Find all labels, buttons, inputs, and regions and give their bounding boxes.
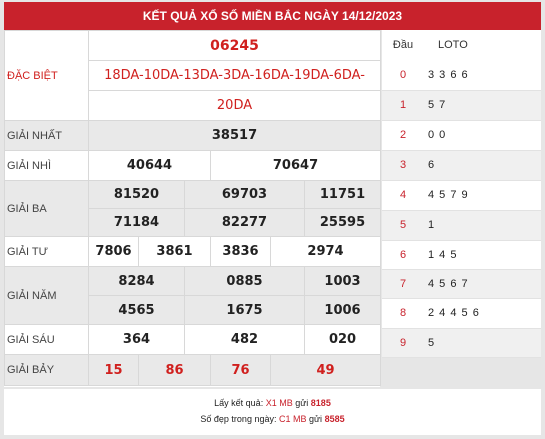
loto-table	[382, 30, 541, 358]
third-prize-number: 11751	[305, 181, 381, 209]
loto-head-digit: 9	[382, 328, 424, 357]
sms-result-code[interactable]: X1 MB	[265, 398, 293, 408]
loto-head-digit: 4	[382, 180, 424, 210]
loto-head-digit: 0	[382, 60, 424, 90]
loto-head-digit: 2	[382, 120, 424, 150]
loto-values: 3 3 6 6	[424, 60, 541, 90]
loto-values: 4 5 6 7	[424, 269, 541, 298]
sms-result-number[interactable]: 8185	[310, 398, 331, 408]
fifth-prize-number: 1003	[305, 267, 381, 296]
third-prize-number: 81520	[89, 181, 185, 209]
prize-label-second: GIẢI NHÌ	[5, 151, 89, 181]
first-prize-number: 38517	[89, 121, 381, 151]
loto-values: 2 4 4 5 6	[424, 298, 541, 328]
loto-head-digit: 8	[382, 298, 424, 328]
loto-head-digit: 6	[382, 240, 424, 269]
loto-panel	[382, 30, 541, 357]
special-prize-codes-line2: 20DA	[89, 91, 381, 121]
fifth-prize-number: 1675	[185, 296, 305, 325]
loto-head-digit: 1	[382, 90, 424, 120]
sms-lucky-number[interactable]: 8585	[324, 414, 345, 424]
prize-label-seventh: GIẢI BẢY	[5, 355, 89, 386]
seventh-prize-number: 86	[139, 355, 211, 386]
fifth-prize-number: 4565	[89, 296, 185, 325]
fifth-prize-number: 8284	[89, 267, 185, 296]
loto-head-digit: 7	[382, 269, 424, 298]
special-prize-codes-line1: 18DA-10DA-13DA-3DA-16DA-19DA-6DA-	[89, 61, 381, 91]
third-prize-number: 25595	[305, 209, 381, 237]
loto-head-digit: 3	[382, 150, 424, 180]
second-prize-number: 70647	[211, 151, 381, 181]
prize-label-fifth: GIẢI NĂM	[5, 267, 89, 325]
sixth-prize-number: 364	[89, 325, 185, 355]
third-prize-number: 69703	[185, 181, 305, 209]
results-panel	[4, 30, 380, 387]
sms-lucky-code[interactable]: C1 MB	[278, 414, 307, 424]
loto-head-digit: 5	[382, 210, 424, 240]
loto-values: 1 4 5	[424, 240, 541, 269]
sixth-prize-number: 020	[305, 325, 381, 355]
loto-head-label: Đầu	[392, 39, 414, 51]
third-prize-number: 71184	[89, 209, 185, 237]
sms-result-prefix: Lấy kết quả:	[214, 398, 264, 408]
fifth-prize-number: 1006	[305, 296, 381, 325]
sms-lucky-line	[4, 411, 541, 427]
sms-footer	[4, 389, 541, 435]
loto-values: 5 7	[424, 90, 541, 120]
page-title: KẾT QUẢ XỔ SỐ MIỀN BẮC NGÀY 14/12/2023	[4, 2, 541, 30]
fourth-prize-number: 3861	[139, 237, 211, 267]
results-table	[4, 30, 381, 386]
sms-lucky-send: gửi	[309, 414, 323, 424]
sms-result-line	[4, 395, 541, 411]
fourth-prize-number: 3836	[211, 237, 271, 267]
third-prize-number: 82277	[185, 209, 305, 237]
fourth-prize-number: 2974	[271, 237, 381, 267]
special-prize-number: 06245	[89, 31, 381, 61]
seventh-prize-number: 76	[211, 355, 271, 386]
loto-column-label: LOTO	[438, 39, 468, 51]
prize-label-third: GIẢI BA	[5, 181, 89, 237]
loto-values: 1	[424, 210, 541, 240]
fifth-prize-number: 0885	[185, 267, 305, 296]
loto-values: 4 5 7 9	[424, 180, 541, 210]
second-prize-number: 40644	[89, 151, 211, 181]
prize-label-special: ĐẶC BIỆT	[5, 31, 89, 121]
prize-label-first: GIẢI NHẤT	[5, 121, 89, 151]
sms-result-send: gửi	[295, 398, 309, 408]
sms-lucky-prefix: Số đẹp trong ngày:	[200, 414, 277, 424]
prize-label-sixth: GIẢI SÁU	[5, 325, 89, 355]
prize-label-fourth: GIẢI TƯ	[5, 237, 89, 267]
seventh-prize-number: 49	[271, 355, 381, 386]
fourth-prize-number: 7806	[89, 237, 139, 267]
sixth-prize-number: 482	[185, 325, 305, 355]
seventh-prize-number: 15	[89, 355, 139, 386]
loto-values: 0 0	[424, 120, 541, 150]
loto-values: 6	[424, 150, 541, 180]
loto-values: 5	[424, 328, 541, 357]
